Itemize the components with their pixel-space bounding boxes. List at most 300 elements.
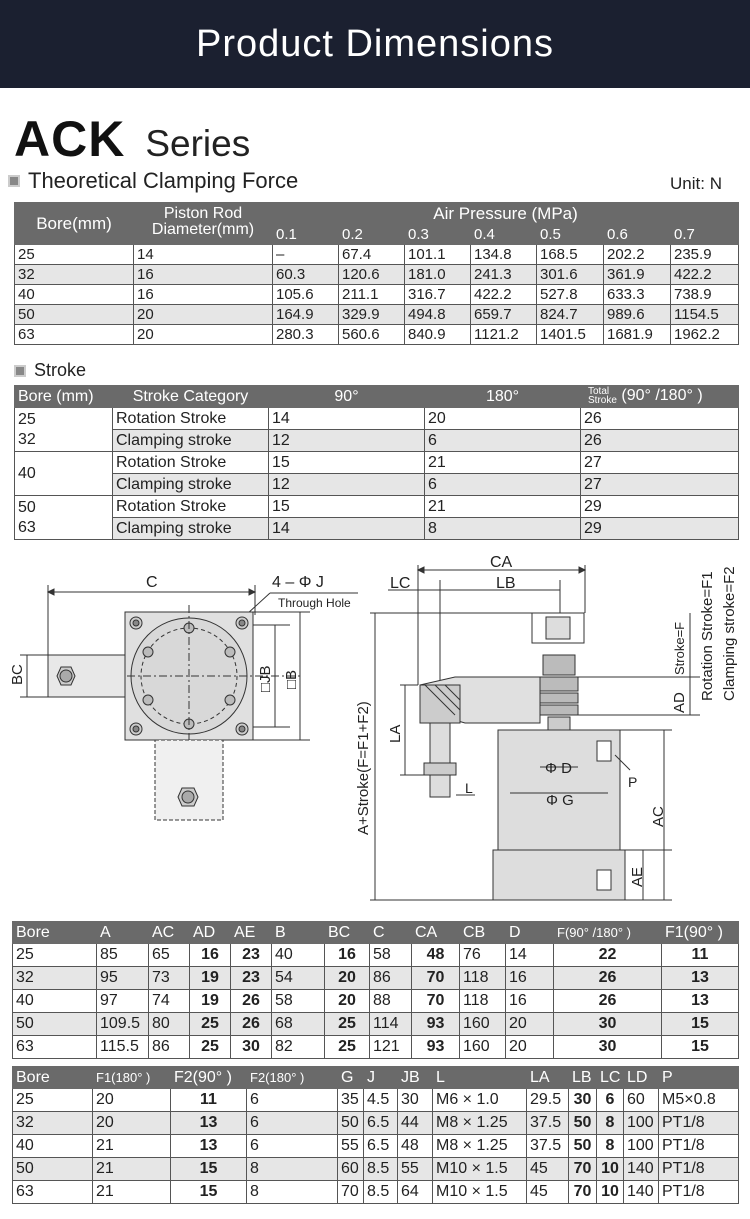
- col-header: B: [272, 922, 325, 944]
- col-header: CB: [460, 922, 506, 944]
- table-cell: 26: [231, 990, 272, 1013]
- page-title: Product Dimensions: [195, 22, 555, 65]
- dim-a-stroke-label: A+Stroke(F=F1+F2): [355, 701, 372, 835]
- col-bore: Bore(mm): [15, 203, 134, 245]
- table-cell: 164.9: [273, 305, 339, 325]
- table-cell: 168.5: [537, 245, 604, 265]
- table-row: [15, 408, 739, 430]
- table-cell: 140: [624, 1158, 659, 1181]
- table-cell: 11: [171, 1089, 247, 1112]
- dim-ac-label: AC: [650, 806, 667, 827]
- bullet-square-icon: [14, 365, 26, 377]
- table-cell: 60: [624, 1089, 659, 1112]
- col-header: G: [338, 1067, 364, 1089]
- dimensions-table-1: [12, 921, 739, 1059]
- table-cell: 37.5: [527, 1112, 569, 1135]
- table-cell: 25: [13, 1089, 93, 1112]
- table-cell: 16: [325, 944, 370, 967]
- table-cell: 4.5: [364, 1089, 398, 1112]
- series-title: [14, 110, 250, 168]
- table-cell: 50: [569, 1112, 597, 1135]
- table-cell: 50: [15, 305, 134, 325]
- col-pressure: 0.7: [671, 225, 739, 245]
- table-cell: 15: [171, 1181, 247, 1204]
- table-cell: 20: [93, 1089, 171, 1112]
- table-cell: 8.5: [364, 1158, 398, 1181]
- table-cell: 20: [325, 990, 370, 1013]
- dimensions-table-2: [12, 1066, 739, 1204]
- table-row: [15, 452, 739, 474]
- table-row: [13, 990, 739, 1013]
- table-row: [15, 305, 739, 325]
- table-cell: 100: [624, 1135, 659, 1158]
- table-cell: 15: [662, 1013, 739, 1036]
- table-cell: 20: [134, 305, 273, 325]
- table-cell: 25: [325, 1013, 370, 1036]
- table-cell: 13: [662, 990, 739, 1013]
- table-cell: PT1/8: [659, 1181, 739, 1204]
- col-pressure: 0.3: [405, 225, 471, 245]
- col-total-stroke: Total Stroke (90° /180° ): [581, 386, 739, 408]
- stroke-title: Stroke: [14, 360, 86, 381]
- bore-cell: 40: [15, 452, 113, 496]
- col-header: AE: [231, 922, 272, 944]
- table-cell: PT1/8: [659, 1135, 739, 1158]
- table-cell: 73: [149, 967, 190, 990]
- table-cell: 50: [569, 1135, 597, 1158]
- table-cell: M10 × 1.5: [433, 1181, 527, 1204]
- col-header: F1(90° ): [662, 922, 739, 944]
- table-cell: 63: [15, 325, 134, 345]
- table-cell: 633.3: [604, 285, 671, 305]
- col-header: AC: [149, 922, 190, 944]
- col-header: A: [97, 922, 149, 944]
- table-row: [15, 518, 739, 540]
- table-cell: 25: [13, 944, 97, 967]
- table-cell: 8: [247, 1181, 338, 1204]
- table-cell: 6.5: [364, 1112, 398, 1135]
- table-cell: 8.5: [364, 1181, 398, 1204]
- col-pressure: 0.2: [339, 225, 405, 245]
- table-cell: 32: [15, 265, 134, 285]
- table-cell: Rotation Stroke: [113, 496, 269, 518]
- table-cell: 105.6: [273, 285, 339, 305]
- table-row: [15, 285, 739, 305]
- table-cell: Clamping stroke: [113, 430, 269, 452]
- table-cell: 32: [13, 967, 97, 990]
- table-cell: 45: [527, 1181, 569, 1204]
- table-cell: 32: [13, 1112, 93, 1135]
- table-cell: 30: [231, 1036, 272, 1059]
- table-cell: 21: [425, 452, 581, 474]
- table-row: [13, 1036, 739, 1059]
- table-cell: 50: [13, 1013, 97, 1036]
- table-cell: 21: [425, 496, 581, 518]
- table-row: [15, 496, 739, 518]
- table-cell: 15: [269, 496, 425, 518]
- table-cell: 40: [15, 285, 134, 305]
- table-cell: 15: [269, 452, 425, 474]
- table-cell: 55: [338, 1135, 364, 1158]
- table-cell: 40: [13, 1135, 93, 1158]
- table-cell: 8: [597, 1135, 624, 1158]
- table-cell: 54: [272, 967, 325, 990]
- table-cell: 20: [134, 325, 273, 345]
- table-cell: 26: [554, 990, 662, 1013]
- technical-drawing: [0, 545, 750, 915]
- col-pressure: 0.1: [273, 225, 339, 245]
- table-cell: 659.7: [471, 305, 537, 325]
- table-cell: 58: [272, 990, 325, 1013]
- dim-ad-label: AD: [671, 692, 688, 713]
- table-cell: 25: [325, 1036, 370, 1059]
- table-cell: M5×0.8: [659, 1089, 739, 1112]
- bullet-square-icon: [8, 175, 20, 187]
- table-cell: 63: [13, 1181, 93, 1204]
- table-cell: 60: [338, 1158, 364, 1181]
- table-cell: 241.3: [471, 265, 537, 285]
- table-cell: 134.8: [471, 245, 537, 265]
- col-header: AD: [190, 922, 231, 944]
- dim-jb-label: □JB: [257, 665, 274, 692]
- clamping-stroke-label: Clamping stroke=F2: [721, 566, 738, 701]
- table-cell: 74: [149, 990, 190, 1013]
- table-cell: 64: [398, 1181, 433, 1204]
- dim-la-label: LA: [387, 724, 404, 743]
- through-hole-label: Through Hole: [278, 596, 351, 610]
- dim-c-label: C: [146, 574, 158, 591]
- table-cell: 44: [398, 1112, 433, 1135]
- table-cell: 211.1: [339, 285, 405, 305]
- table-cell: 738.9: [671, 285, 739, 305]
- table-cell: 8: [425, 518, 581, 540]
- table-cell: 26: [554, 967, 662, 990]
- table-cell: 120.6: [339, 265, 405, 285]
- col-pressure: 0.5: [537, 225, 604, 245]
- table-cell: 10: [597, 1181, 624, 1204]
- table-cell: 11: [662, 944, 739, 967]
- dim-ca-label: CA: [490, 554, 513, 571]
- table-row: [15, 325, 739, 345]
- table-cell: 19: [190, 967, 231, 990]
- side-view: [355, 554, 738, 900]
- table-cell: 6: [247, 1135, 338, 1158]
- table-cell: 20: [506, 1036, 554, 1059]
- table-cell: 6.5: [364, 1135, 398, 1158]
- table-cell: 27: [581, 474, 739, 496]
- table-cell: 14: [269, 518, 425, 540]
- dim-lc-label: LC: [390, 575, 411, 592]
- table-cell: 527.8: [537, 285, 604, 305]
- table-cell: 109.5: [97, 1013, 149, 1036]
- table-cell: 40: [272, 944, 325, 967]
- table-cell: 25: [15, 245, 134, 265]
- table-cell: 60.3: [273, 265, 339, 285]
- table-cell: 15: [662, 1036, 739, 1059]
- table-cell: 13: [662, 967, 739, 990]
- table-cell: 30: [554, 1036, 662, 1059]
- table-cell: 48: [412, 944, 460, 967]
- table-cell: 16: [134, 265, 273, 285]
- table-cell: 30: [569, 1089, 597, 1112]
- table-cell: 68: [272, 1013, 325, 1036]
- table-cell: 22: [554, 944, 662, 967]
- table-cell: M8 × 1.25: [433, 1135, 527, 1158]
- table-cell: 16: [134, 285, 273, 305]
- table-cell: M8 × 1.25: [433, 1112, 527, 1135]
- table-cell: 12: [269, 474, 425, 496]
- table-cell: 82: [272, 1036, 325, 1059]
- table-cell: 202.2: [604, 245, 671, 265]
- dim-l-label: L: [465, 780, 473, 796]
- clamping-force-title: Theoretical Clamping Force: [8, 168, 298, 194]
- table-cell: 93: [412, 1013, 460, 1036]
- dim-ae-label: AE: [629, 866, 646, 887]
- bore-cell: 50 63: [15, 496, 113, 540]
- table-cell: 26: [581, 408, 739, 430]
- table-row: [15, 474, 739, 496]
- table-cell: 20: [325, 967, 370, 990]
- table-cell: 20: [93, 1112, 171, 1135]
- col-header: C: [370, 922, 412, 944]
- table-row: [15, 245, 739, 265]
- table-cell: 48: [398, 1135, 433, 1158]
- table-cell: 316.7: [405, 285, 471, 305]
- table-cell: 20: [506, 1013, 554, 1036]
- table-cell: M10 × 1.5: [433, 1158, 527, 1181]
- table-cell: 8: [247, 1158, 338, 1181]
- table-cell: 16: [190, 944, 231, 967]
- table-cell: 1401.5: [537, 325, 604, 345]
- table-cell: 26: [231, 1013, 272, 1036]
- table-cell: 70: [412, 967, 460, 990]
- table-cell: 6: [597, 1089, 624, 1112]
- table-cell: 70: [412, 990, 460, 1013]
- table-row: [13, 967, 739, 990]
- table-cell: 13: [171, 1135, 247, 1158]
- col-header: CA: [412, 922, 460, 944]
- table-cell: 329.9: [339, 305, 405, 325]
- col-header: F1(180° ): [93, 1067, 171, 1089]
- dim-g-label: Φ G: [546, 792, 574, 809]
- table-cell: 181.0: [405, 265, 471, 285]
- table-cell: 560.6: [339, 325, 405, 345]
- table-cell: 100: [624, 1112, 659, 1135]
- table-cell: 35: [338, 1089, 364, 1112]
- table-cell: 23: [231, 967, 272, 990]
- table-cell: 21: [93, 1181, 171, 1204]
- table-cell: –: [273, 245, 339, 265]
- table-cell: 93: [412, 1036, 460, 1059]
- col-header: LB: [569, 1067, 597, 1089]
- table-row: [13, 1135, 739, 1158]
- col-air-pressure: Air Pressure (MPa): [273, 203, 739, 225]
- col-header: JB: [398, 1067, 433, 1089]
- table-cell: 6: [247, 1089, 338, 1112]
- dim-lb-label: LB: [496, 575, 516, 592]
- table-cell: 16: [506, 967, 554, 990]
- col-header: P: [659, 1067, 739, 1089]
- table-cell: 21: [93, 1135, 171, 1158]
- table-cell: 115.5: [97, 1036, 149, 1059]
- table-cell: 25: [190, 1013, 231, 1036]
- dim-stroke-f-label: Stroke=F: [672, 621, 687, 675]
- table-row: [13, 944, 739, 967]
- col-header: J: [364, 1067, 398, 1089]
- col-header: D: [506, 922, 554, 944]
- table-row: [13, 1112, 739, 1135]
- table-cell: 16: [506, 990, 554, 1013]
- table-cell: 6: [425, 474, 581, 496]
- table-row: [13, 1158, 739, 1181]
- dim-bc-label: BC: [9, 664, 26, 685]
- table-cell: 13: [171, 1112, 247, 1135]
- col-header: LA: [527, 1067, 569, 1089]
- table-cell: 1121.2: [471, 325, 537, 345]
- table-cell: 121: [370, 1036, 412, 1059]
- col-bore: Bore (mm): [15, 386, 113, 408]
- table-cell: 989.6: [604, 305, 671, 325]
- table-cell: 23: [231, 944, 272, 967]
- table-cell: 140: [624, 1181, 659, 1204]
- dim-b-label: □B: [283, 669, 300, 689]
- table-cell: 70: [338, 1181, 364, 1204]
- col-pressure: 0.4: [471, 225, 537, 245]
- dim-d-label: Φ D: [545, 760, 572, 777]
- table-cell: 37.5: [527, 1135, 569, 1158]
- table-cell: Clamping stroke: [113, 518, 269, 540]
- table-cell: 45: [527, 1158, 569, 1181]
- table-cell: 67.4: [339, 245, 405, 265]
- table-cell: 160: [460, 1013, 506, 1036]
- table-cell: 6: [425, 430, 581, 452]
- table-cell: 50: [13, 1158, 93, 1181]
- table-cell: 14: [269, 408, 425, 430]
- bore-cell: 25 32: [15, 408, 113, 452]
- table-cell: 840.9: [405, 325, 471, 345]
- series-code: ACK: [14, 111, 126, 167]
- table-cell: 10: [597, 1158, 624, 1181]
- table-cell: 494.8: [405, 305, 471, 325]
- table-cell: 20: [425, 408, 581, 430]
- table-cell: 6: [247, 1112, 338, 1135]
- col-header: BC: [325, 922, 370, 944]
- table-cell: 101.1: [405, 245, 471, 265]
- table-cell: 27: [581, 452, 739, 474]
- table-cell: 1962.2: [671, 325, 739, 345]
- table-cell: 824.7: [537, 305, 604, 325]
- col-header: LD: [624, 1067, 659, 1089]
- table-cell: 21: [93, 1158, 171, 1181]
- table-row: [15, 265, 739, 285]
- table-cell: 422.2: [471, 285, 537, 305]
- table-cell: 25: [190, 1036, 231, 1059]
- table-cell: 301.6: [537, 265, 604, 285]
- table-cell: 88: [370, 990, 412, 1013]
- table-cell: 63: [13, 1036, 97, 1059]
- table-cell: 65: [149, 944, 190, 967]
- table-cell: 361.9: [604, 265, 671, 285]
- col-header: LC: [597, 1067, 624, 1089]
- table-cell: 40: [13, 990, 97, 1013]
- col-stroke-category: Stroke Category: [113, 386, 269, 408]
- table-cell: M6 × 1.0: [433, 1089, 527, 1112]
- table-cell: PT1/8: [659, 1112, 739, 1135]
- table-cell: 70: [569, 1158, 597, 1181]
- table-cell: 80: [149, 1013, 190, 1036]
- table-cell: 14: [134, 245, 273, 265]
- col-header: F2(180° ): [247, 1067, 338, 1089]
- table-cell: 29: [581, 518, 739, 540]
- table-row: [13, 1181, 739, 1204]
- table-cell: 118: [460, 967, 506, 990]
- col-header: Bore: [13, 922, 97, 944]
- table-cell: 14: [506, 944, 554, 967]
- table-cell: 97: [97, 990, 149, 1013]
- table-cell: 12: [269, 430, 425, 452]
- col-pressure: 0.6: [604, 225, 671, 245]
- table-cell: 76: [460, 944, 506, 967]
- table-cell: 1681.9: [604, 325, 671, 345]
- table-cell: 70: [569, 1181, 597, 1204]
- table-cell: 1154.5: [671, 305, 739, 325]
- table-cell: 95: [97, 967, 149, 990]
- clamping-force-table: [14, 202, 739, 345]
- table-cell: 30: [398, 1089, 433, 1112]
- table-cell: 280.3: [273, 325, 339, 345]
- table-cell: 422.2: [671, 265, 739, 285]
- table-cell: 85: [97, 944, 149, 967]
- table-cell: 19: [190, 990, 231, 1013]
- table-cell: 8: [597, 1112, 624, 1135]
- table-cell: 50: [338, 1112, 364, 1135]
- col-90: 90°: [269, 386, 425, 408]
- table-cell: Rotation Stroke: [113, 408, 269, 430]
- table-cell: 55: [398, 1158, 433, 1181]
- col-header: Bore: [13, 1067, 93, 1089]
- rotation-stroke-label: Rotation Stroke=F1: [699, 571, 716, 701]
- table-cell: 118: [460, 990, 506, 1013]
- stroke-table: [14, 385, 739, 540]
- col-180: 180°: [425, 386, 581, 408]
- table-row: [15, 430, 739, 452]
- unit-label: Unit: N: [670, 174, 722, 193]
- col-header: F2(90° ): [171, 1067, 247, 1089]
- table-cell: Clamping stroke: [113, 474, 269, 496]
- table-cell: 30: [554, 1013, 662, 1036]
- col-header: L: [433, 1067, 527, 1089]
- page-header: [0, 0, 750, 88]
- dim-p-label: P: [628, 774, 638, 790]
- table-cell: 86: [149, 1036, 190, 1059]
- dim-j-label: 4 – Φ J: [272, 574, 324, 591]
- table-cell: 58: [370, 944, 412, 967]
- series-name: Series: [145, 123, 251, 164]
- table-cell: 29: [581, 496, 739, 518]
- table-cell: 29.5: [527, 1089, 569, 1112]
- table-row: [13, 1013, 739, 1036]
- table-row: [13, 1089, 739, 1112]
- table-cell: 114: [370, 1013, 412, 1036]
- table-cell: 15: [171, 1158, 247, 1181]
- col-header: F(90° /180° ): [554, 922, 662, 944]
- table-cell: 26: [581, 430, 739, 452]
- table-cell: Rotation Stroke: [113, 452, 269, 474]
- table-cell: 235.9: [671, 245, 739, 265]
- table-cell: PT1/8: [659, 1158, 739, 1181]
- table-cell: 86: [370, 967, 412, 990]
- top-view: [9, 574, 358, 820]
